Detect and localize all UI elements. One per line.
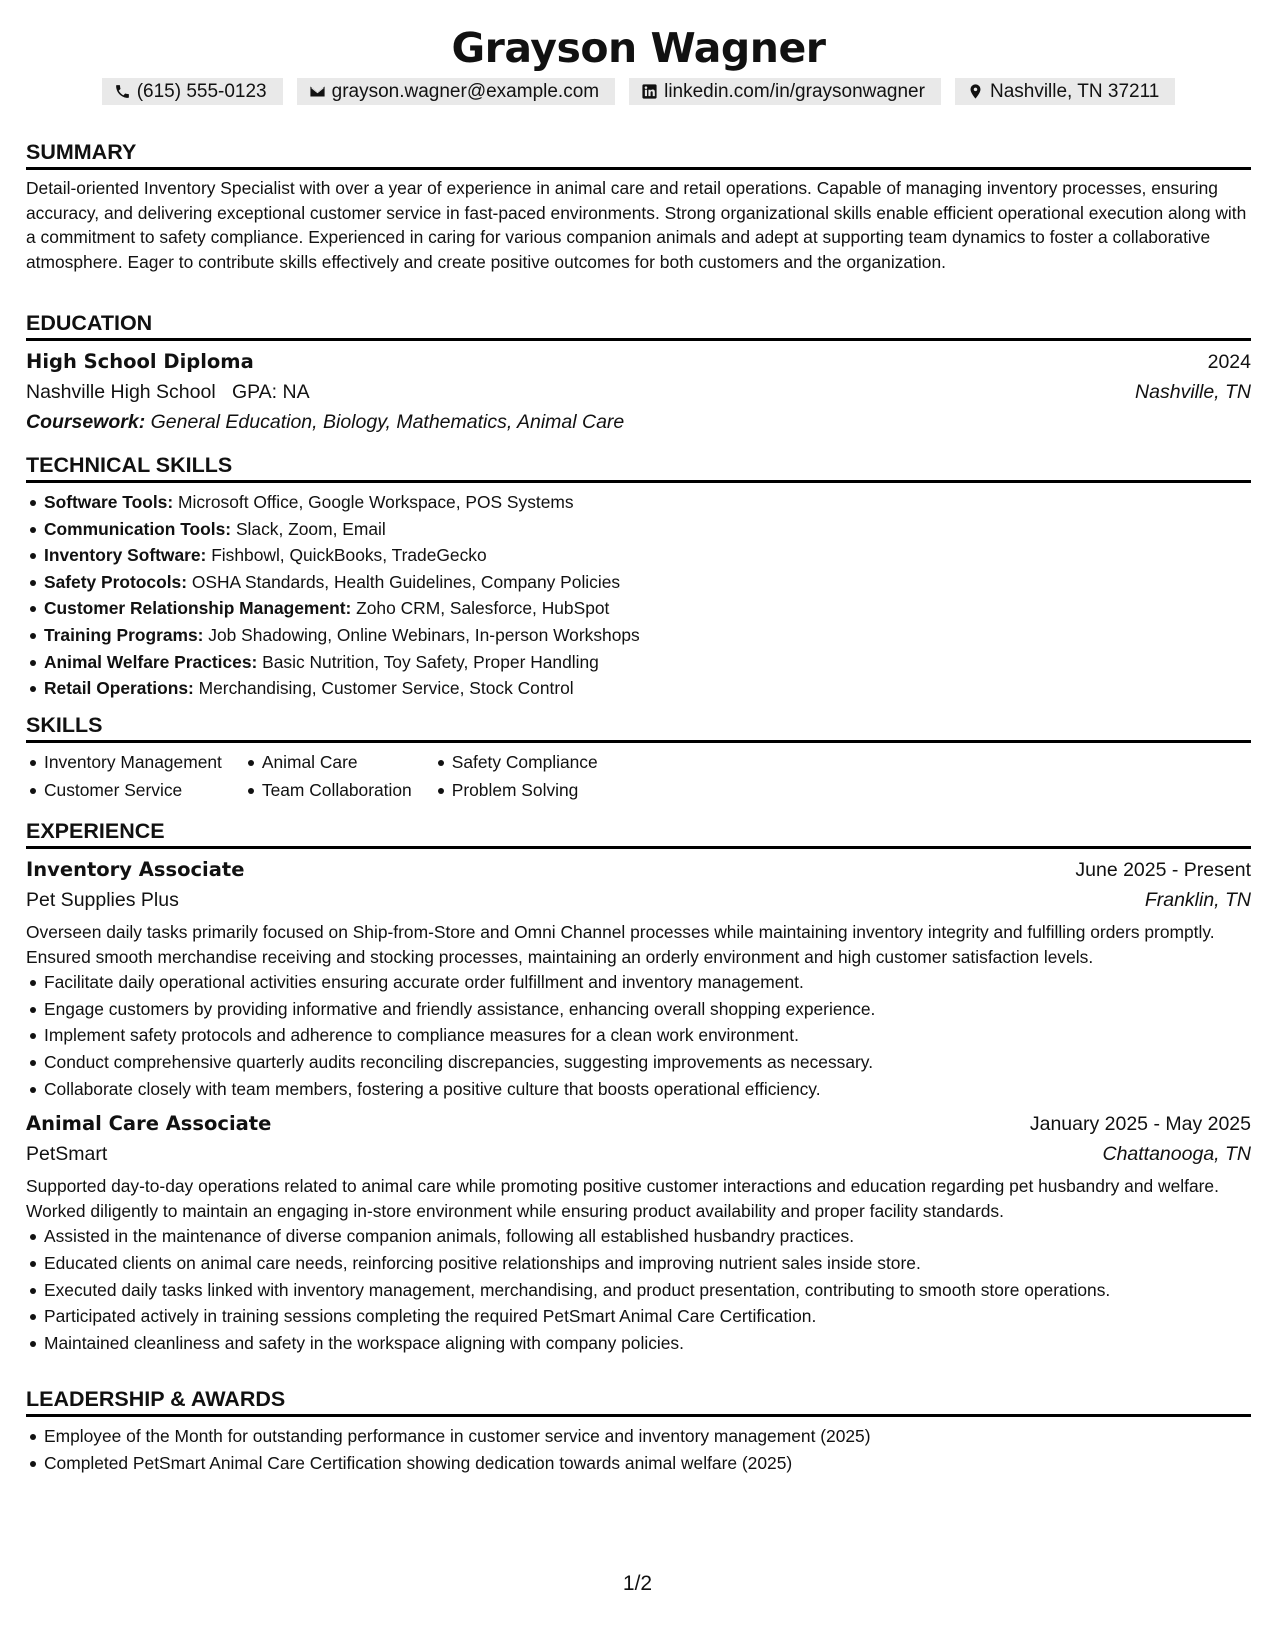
list-item: Safety Compliance <box>434 749 598 777</box>
list-item: Collaborate closely with team members, fostering a positive culture that boosts operational efficiency. <box>26 1076 1251 1103</box>
contact-phone-text: (615) 555-0123 <box>136 81 267 102</box>
education-school-line <box>26 377 310 407</box>
education-school: Nashville High School <box>26 381 216 403</box>
skill-values: OSHA Standards, Health Guidelines, Company Policies <box>191 571 621 592</box>
summary-text: Detail-oriented Inventory Specialist with over a year of experience in animal care and retail operations. Capable of managing inventory processes, ensuring accuracy, and delivering exceptional customer service in fast-paced environments. Strong organizational skills enable efficient operational execution along with a commitment to safety compliance. Experienced in caring for various companion animals and adept at supporting team dynamics to foster a collaborative atmosphere. Eager to contribute skills effectively and create positive outcomes for both customers and the organization. <box>26 178 1247 272</box>
education-degree: High School Diploma <box>26 350 254 373</box>
list-item: Employee of the Month for outstanding performance in customer service and inventory management (2025) <box>26 1423 1251 1450</box>
coursework-list: General Education, Biology, Mathematics, Animal Care <box>150 411 625 433</box>
list-item: Inventory Management <box>26 749 222 777</box>
list-item: Maintained cleanliness and safety in the workspace aligning with company policies. <box>26 1330 1251 1357</box>
skill-category: Communication Tools: <box>44 518 232 539</box>
job-description: Supported day-to-day operations related to animal care while promoting positive customer interactions and education regarding pet husbandry and welfare. Worked diligently to maintain an engaging in-store environment while ensuring product availability and proper facility standards. <box>26 1176 1219 1221</box>
education-section <box>26 310 1251 437</box>
summary-heading: SUMMARY <box>26 139 1251 170</box>
experience-section <box>26 818 1251 1356</box>
list-item: Executed daily tasks linked with inventory management, merchandising, and product presentation, contributing to smooth store operations. <box>26 1277 1251 1304</box>
list-item: Customer Service <box>26 777 222 805</box>
skill-category: Safety Protocols: <box>44 571 188 592</box>
job-entry <box>26 855 1251 1102</box>
skill-category: Inventory Software: <box>44 545 207 566</box>
list-item <box>26 595 1251 622</box>
contact-phone[interactable] <box>102 78 283 105</box>
contact-bar <box>26 78 1251 105</box>
list-item: Facilitate daily operational activities ensuring accurate order fulfillment and inventory management. <box>26 969 1251 996</box>
skills-section <box>26 712 1251 804</box>
skill-values: Zoho CRM, Salesforce, HubSpot <box>356 598 610 619</box>
skills-column <box>244 749 412 804</box>
candidate-name: Grayson Wagner <box>451 24 826 72</box>
list-item <box>26 542 1251 569</box>
job-dates: June 2025 - Present <box>1075 859 1251 881</box>
job-location: Franklin, TN <box>1144 889 1251 911</box>
skill-values: Job Shadowing, Online Webinars, In-person Workshops <box>208 624 640 645</box>
job-title: Animal Care Associate <box>26 1112 272 1136</box>
job-dates: January 2025 - May 2025 <box>1029 1113 1251 1136</box>
skill-category: Animal Welfare Practices: <box>44 651 258 672</box>
job-title: Inventory Associate <box>26 858 245 881</box>
job-bullets <box>26 969 1251 1102</box>
coursework-label: Coursework: <box>26 411 146 433</box>
list-item: Implement safety protocols and adherence to compliance measures for a clean work environment. <box>26 1022 1251 1049</box>
education-gpa: GPA: NA <box>231 381 310 403</box>
linkedin-icon <box>641 83 658 100</box>
contact-location-text: Nashville, TN 37211 <box>989 81 1160 102</box>
technical-skills-section <box>26 452 1251 702</box>
envelope-icon <box>309 83 326 100</box>
list-item: Participated actively in training sessions completing the required PetSmart Animal Care Certification. <box>26 1303 1251 1330</box>
skill-values: Slack, Zoom, Email <box>235 518 386 539</box>
skill-category: Retail Operations: <box>44 678 194 699</box>
list-item: Engage customers by providing informative and friendly assistance, enhancing overall shopping experience. <box>26 996 1251 1023</box>
education-year: 2024 <box>1207 351 1251 373</box>
contact-email[interactable] <box>297 78 615 105</box>
technical-skills-list <box>26 489 1251 702</box>
list-item <box>26 516 1251 543</box>
skills-column <box>434 749 598 804</box>
summary-section <box>26 139 1251 274</box>
contact-email-text: grayson.wagner@example.com <box>331 81 600 102</box>
job-location: Chattanooga, TN <box>1102 1143 1251 1166</box>
list-item <box>26 622 1251 649</box>
list-item <box>26 649 1251 676</box>
list-item: Educated clients on animal care needs, reinforcing positive relationships and improving nutrient sales inside store. <box>26 1250 1251 1277</box>
job-company: PetSmart <box>26 1143 108 1166</box>
technical-skills-heading: TECHNICAL SKILLS <box>26 452 1251 483</box>
contact-linkedin[interactable] <box>629 78 941 105</box>
skills-column <box>26 749 222 804</box>
skill-category: Training Programs: <box>44 624 204 645</box>
list-item: Problem Solving <box>434 777 598 805</box>
skills-heading: SKILLS <box>26 712 1251 743</box>
list-item <box>26 489 1251 516</box>
skill-category: Software Tools: <box>44 492 174 512</box>
resume-page <box>26 0 1251 1473</box>
list-item <box>26 569 1251 596</box>
leadership-heading: LEADERSHIP & AWARDS <box>26 1386 1251 1417</box>
experience-heading: EXPERIENCE <box>26 818 1251 849</box>
page-number: 1/2 <box>622 1572 653 1595</box>
education-heading: EDUCATION <box>26 310 1251 341</box>
skill-category: Customer Relationship Management: <box>44 598 352 619</box>
skill-values: Microsoft Office, Google Workspace, POS Systems <box>178 492 574 512</box>
leadership-list <box>26 1423 1251 1476</box>
job-bullets <box>26 1223 1251 1356</box>
job-entry <box>26 1109 1251 1356</box>
skill-values: Fishbowl, QuickBooks, TradeGecko <box>211 545 487 566</box>
list-item: Animal Care <box>244 749 412 777</box>
education-location: Nashville, TN <box>1135 381 1251 403</box>
skill-values: Merchandising, Customer Service, Stock Control <box>198 678 574 699</box>
list-item: Completed PetSmart Animal Care Certification showing dedication towards animal welfare (2025) <box>26 1450 1251 1477</box>
list-item: Conduct comprehensive quarterly audits reconciling discrepancies, suggesting improvements as necessary. <box>26 1049 1251 1076</box>
skill-values: Basic Nutrition, Toy Safety, Proper Handling <box>262 651 599 672</box>
education-coursework <box>26 407 1251 437</box>
map-marker-icon <box>967 83 984 100</box>
list-item: Assisted in the maintenance of diverse companion animals, following all established husbandry practices. <box>26 1223 1251 1250</box>
job-description: Overseen daily tasks primarily focused on Ship-from-Store and Omni Channel processes while maintaining inventory integrity and fulfilling orders promptly. Ensured smooth merchandise receiving and stocking processes, maintaining an orderly environment and high customer satisfaction levels. <box>26 922 1215 967</box>
contact-location <box>955 78 1175 105</box>
job-company: Pet Supplies Plus <box>26 889 179 911</box>
leadership-section <box>26 1386 1251 1476</box>
phone-icon <box>114 83 131 100</box>
list-item: Team Collaboration <box>244 777 412 805</box>
contact-linkedin-text: linkedin.com/in/graysonwagner <box>664 81 925 102</box>
list-item <box>26 675 1251 702</box>
skills-grid <box>26 749 1251 804</box>
